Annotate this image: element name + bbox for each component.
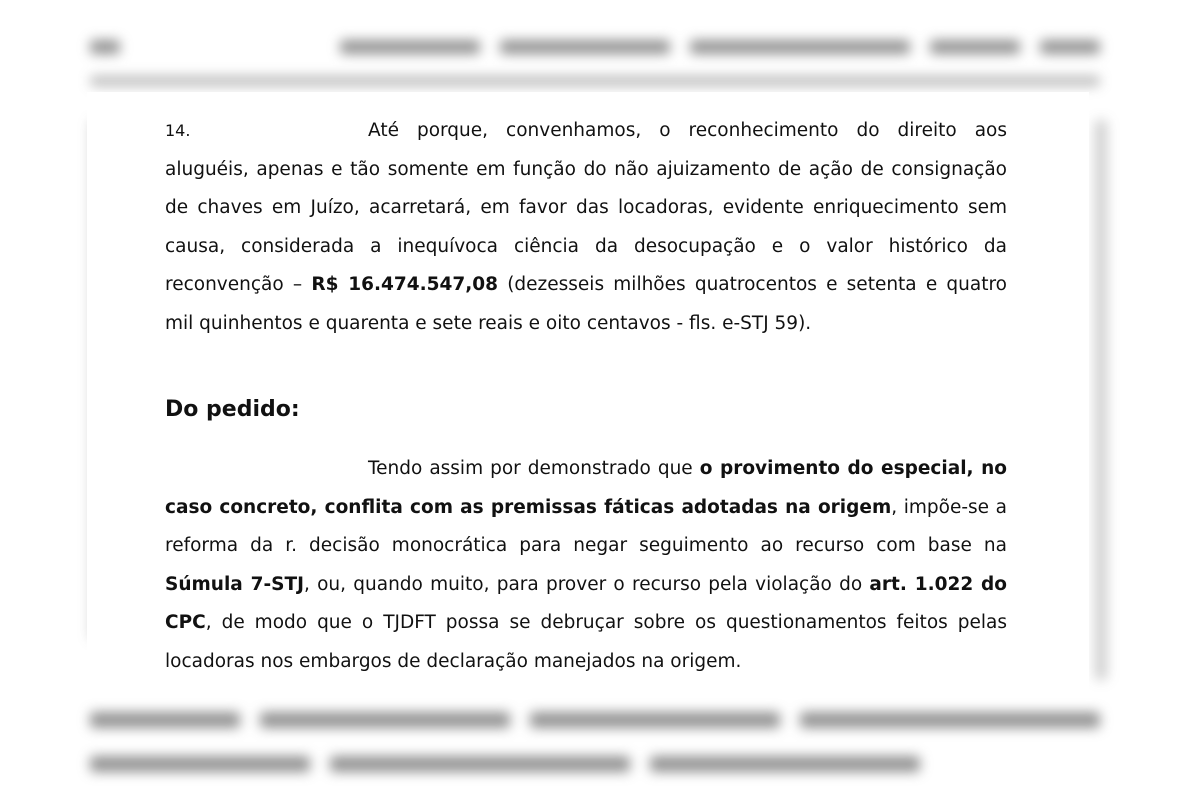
paragraph-number: 14. (165, 121, 191, 140)
amount-value: R$ 16.474.547,08 (311, 274, 499, 296)
paragraph-14 (165, 112, 1007, 344)
bold-emphasis: art. 1.022 do CPC (165, 573, 1007, 634)
paragraph-text: , impõe-se a reforma da r. decisão monocrática para negar seguimento ao recurso com base na (165, 496, 1007, 557)
section-heading: Do pedido: (165, 397, 300, 422)
paragraph-text: Tendo assim por demonstrado que (368, 458, 700, 479)
paragraph-text: Até porque, convenhamos, o reconhecimento do direito aos aluguéis, apenas e tão somente em função do não ajuizamento de ação de consignação de chaves em Juízo, acarretará, em favor das locadoras, evidente enriquecimento sem causa, considerada a inequívoca ciência da desocupação e o valor histórico da reconvenção – (165, 120, 1007, 296)
paragraph-text: , de modo que o TJDFT possa se debruçar sobre os questionamentos feitos pelas locadoras nos embargos de declaração manejados na origem. (165, 612, 1007, 672)
bold-emphasis: Súmula 7-STJ (165, 573, 304, 595)
paragraph-text: , ou, quando muito, para prover o recurso pela violação do (303, 573, 870, 595)
document-page (87, 92, 1089, 694)
paragraph-request (165, 450, 1007, 682)
bold-emphasis: o provimento do especial, no caso concreto, conflita com as premissas fáticas adotadas na origem (165, 458, 1008, 518)
paragraph-text: (dezesseis milhões quatrocentos e setenta e quatro mil quinhentos e quarenta e sete reais e oito centavos - fls. e-STJ 59). (165, 274, 1007, 334)
